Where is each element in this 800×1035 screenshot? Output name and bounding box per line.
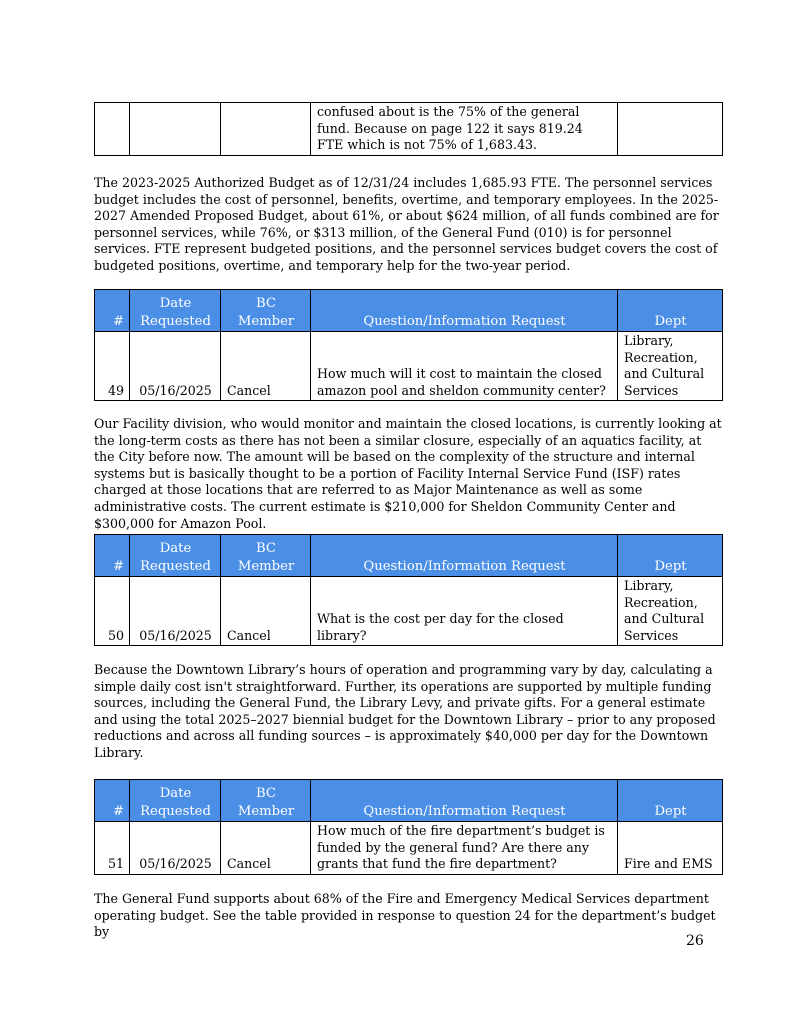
page-number: 26 <box>686 933 704 949</box>
num-cell: 51 <box>95 822 130 875</box>
answer-paragraph-fire: The General Fund supports about 68% of the Fire and Emergency Medical Services department operating budget. See the table provided in response to question 24 for the department’s budget by <box>94 891 716 940</box>
member-cell: Cancel <box>221 822 311 875</box>
dept-cell: Fire and EMS <box>618 822 723 875</box>
header-member: BC Member <box>221 780 311 822</box>
header-num: # <box>95 780 130 822</box>
table-row <box>95 822 723 875</box>
member-cell: Cancel <box>221 332 311 401</box>
header-member: BC Member <box>221 290 311 332</box>
header-date: Date Requested <box>130 780 221 822</box>
header-question: Question/Information Request <box>311 780 618 822</box>
num-cell: 49 <box>95 332 130 401</box>
date-cell: 05/16/2025 <box>130 822 221 875</box>
num-cell <box>95 103 130 156</box>
dept-cell: Library, Recreation, and Cultural Services <box>618 332 723 401</box>
answer-paragraph-fte: The 2023-2025 Authorized Budget as of 12/31/24 includes 1,685.93 FTE. The personnel services budget includes the cost of personnel, benefits, overtime, and temporary employees. In the 2025-2027 Amended Proposed Budget, about 61%, or about $624 million, of all funds combined are for personnel services, while 76%, or $313 million, of the General Fund (010) is for personnel services. FTE represent budgeted positions, and the personnel services budget covers the cost of budgeted positions, overtime, and temporary help for the two-year period. <box>94 175 719 273</box>
header-question: Question/Information Request <box>311 290 618 332</box>
header-num: # <box>95 535 130 577</box>
table-header-row <box>95 780 723 822</box>
question-cell: What is the cost per day for the closed library? <box>311 577 618 646</box>
table-row <box>95 332 723 401</box>
header-dept: Dept <box>618 780 723 822</box>
date-cell: 05/16/2025 <box>130 577 221 646</box>
question-cell: How much of the fire department’s budget is funded by the general fund? Are there any grants that fund the fire department? <box>311 822 618 875</box>
question-table-49 <box>94 289 723 401</box>
answer-paragraph-library: Because the Downtown Library’s hours of operation and programming vary by day, calculating a simple daily cost isn't straightforward. Further, its operations are supported by multiple funding sources, including the General Fund, the Library Levy, and private gifts. For a general estimate and using the total 2025–2027 biennial budget for the Downtown Library – prior to any proposed reductions and across all funding sources – is approximately $40,000 per day for the Downtown Library. <box>94 662 716 760</box>
header-dept: Dept <box>618 290 723 332</box>
table-header-row <box>95 290 723 332</box>
header-num: # <box>95 290 130 332</box>
member-cell: Cancel <box>221 577 311 646</box>
header-date: Date Requested <box>130 290 221 332</box>
date-cell: 05/16/2025 <box>130 332 221 401</box>
answer-paragraph-facility: Our Facility division, who would monitor and maintain the closed locations, is currently looking at the long-term costs as there has not been a similar closure, especially of an aquatics facility, at the City before now. The amount will be based on the complexity of the structure and internal systems but is basically thought to be a portion of Facility Internal Service Fund (ISF) rates charged at those locations that are referred to as Major Maintenance as well as some administrative costs. The current estimate is $210,000 for Sheldon Community Center and $300,000 for Amazon Pool. <box>94 416 722 531</box>
header-date: Date Requested <box>130 535 221 577</box>
question-table-continued <box>94 102 723 156</box>
question-table-50 <box>94 534 723 646</box>
header-question: Question/Information Request <box>311 535 618 577</box>
header-dept: Dept <box>618 535 723 577</box>
question-cell: confused about is the 75% of the general fund. Because on page 122 it says 819.24 FTE which is not 75% of 1,683.43. <box>311 103 618 156</box>
table-header-row <box>95 535 723 577</box>
member-cell <box>221 103 311 156</box>
header-member: BC Member <box>221 535 311 577</box>
table-row <box>95 103 723 156</box>
table-row <box>95 577 723 646</box>
date-cell <box>130 103 221 156</box>
question-table-51 <box>94 779 723 875</box>
dept-cell <box>618 103 723 156</box>
question-cell: How much will it cost to maintain the closed amazon pool and sheldon community center? <box>311 332 618 401</box>
dept-cell: Library, Recreation, and Cultural Services <box>618 577 723 646</box>
num-cell: 50 <box>95 577 130 646</box>
